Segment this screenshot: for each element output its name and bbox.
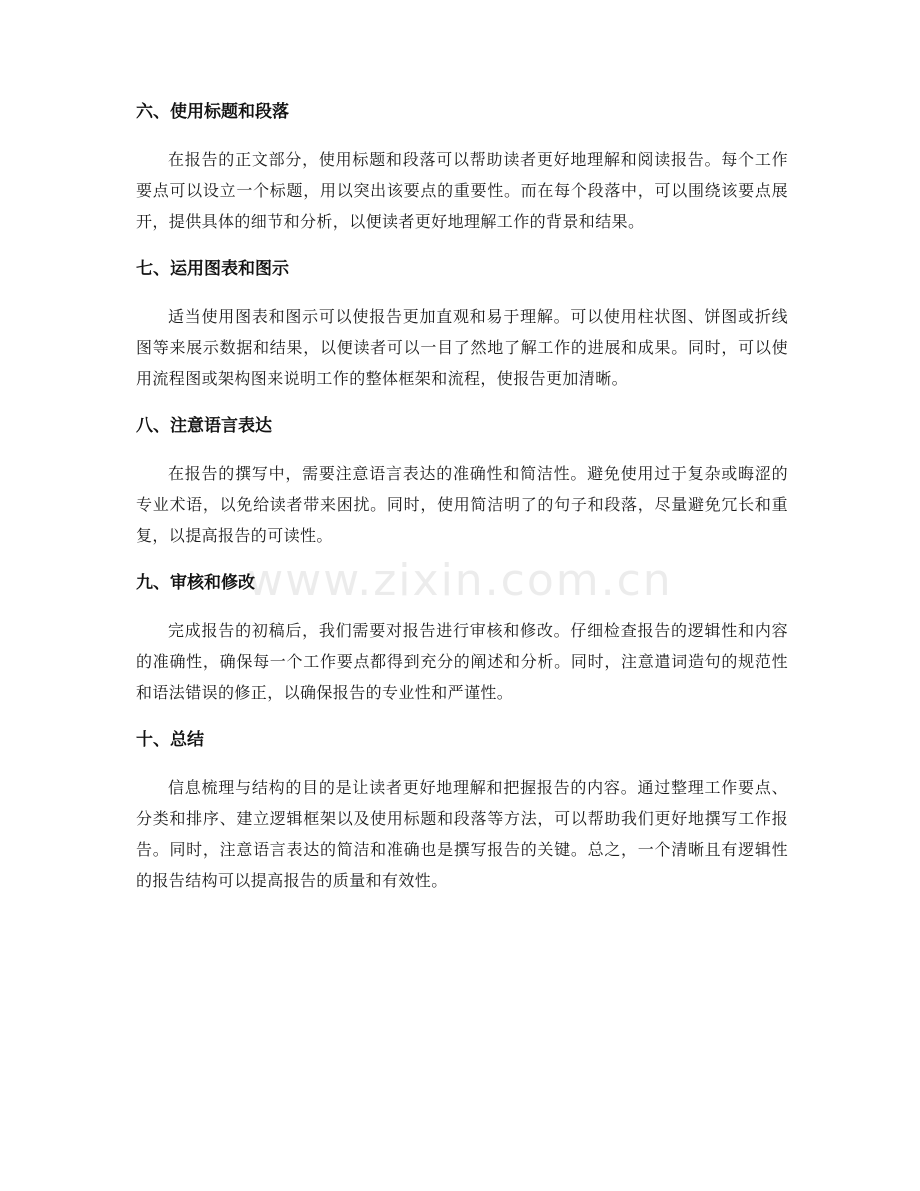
section-nine [136, 571, 788, 708]
section-heading: 六、使用标题和段落 [136, 102, 289, 122]
section-eight [136, 414, 788, 551]
section-seven [136, 257, 788, 394]
section-paragraph: 在报告的撰写中，需要注意语言表达的准确性和简洁性。避免使用过于复杂或晦涩的专业术语，以免给读者带来困扰。同时，使用简洁明了的句子和段落，尽量避免冗长和重复，以提高报告的可读性。 [136, 464, 788, 545]
section-paragraph: 信息梳理与结构的目的是让读者更好地理解和把握报告的内容。通过整理工作要点、分类和排序、建立逻辑框架以及使用标题和段落等方法，可以帮助我们更好地撰写工作报告。同时，注意语言表达的简洁和准确也是撰写报告的关键。总之，一个清晰且有逻辑性的报告结构可以提高报告的质量和有效性。 [136, 778, 788, 890]
section-paragraph: 完成报告的初稿后，我们需要对报告进行审核和修改。仔细检查报告的逻辑性和内容的准确性，确保每一个工作要点都得到充分的阐述和分析。同时，注意遣词造句的规范性和语法错误的修正，以确保报告的专业性和严谨性。 [136, 621, 788, 702]
section-heading: 十、总结 [136, 730, 204, 750]
section-paragraph: 在报告的正文部分，使用标题和段落可以帮助读者更好地理解和阅读报告。每个工作要点可以设立一个标题，用以突出该要点的重要性。而在每个段落中，可以围绕该要点展开，提供具体的细节和分析，以便读者更好地理解工作的背景和结果。 [136, 150, 788, 231]
document-body [136, 100, 788, 916]
section-heading: 九、审核和修改 [136, 573, 255, 593]
section-paragraph: 适当使用图表和图示可以使报告更加直观和易于理解。可以使用柱状图、饼图或折线图等来展示数据和结果，以便读者可以一目了然地了解工作的进展和成果。同时，可以使用流程图或架构图来说明工作的整体框架和流程，使报告更加清晰。 [136, 307, 788, 388]
section-ten [136, 728, 788, 896]
watermark: www.zixin.com.cn [247, 555, 673, 606]
section-heading: 七、运用图表和图示 [136, 259, 289, 279]
section-heading: 八、注意语言表达 [136, 416, 272, 436]
section-six [136, 100, 788, 237]
